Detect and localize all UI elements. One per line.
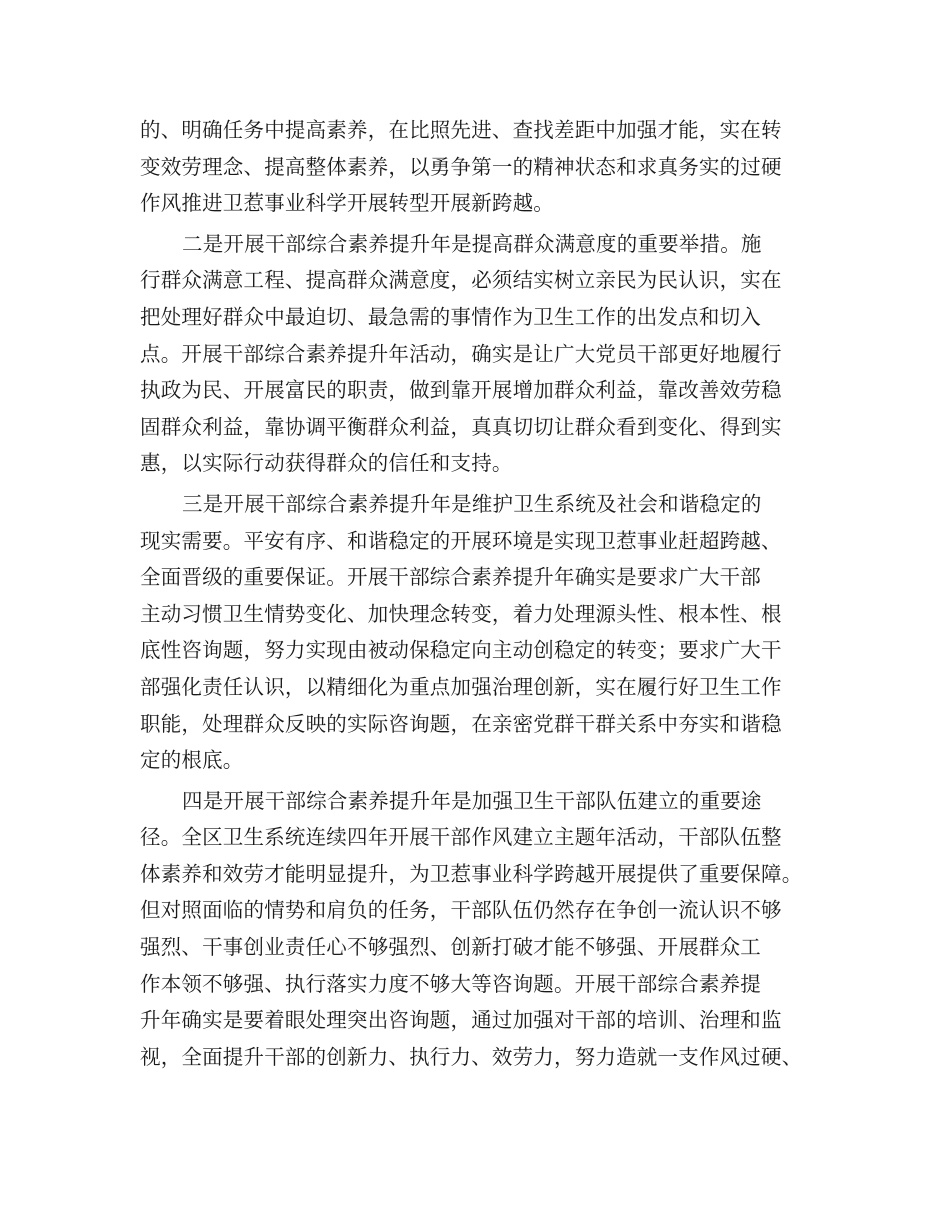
text-line: 体素养和效劳才能明显提升，为卫惹事业科学跨越开展提供了重要保障。 (140, 861, 803, 886)
text-line: 作本领不够强、执行落实力度不够大等咨询题。开展干部综合素养提 (140, 971, 761, 996)
text-line: 变效劳理念、提高整体素养，以勇争第一的精神状态和求真务实的过硬 (140, 154, 782, 179)
text-line: 部强化责任认识，以精细化为重点加强治理创新，实在履行好卫生工作 (140, 674, 782, 699)
text-line: 三是开展干部综合素养提升年是维护卫生系统及社会和谐稳定的 (182, 491, 762, 516)
paragraph-1 (140, 112, 816, 222)
text-line: 点。开展干部综合素养提升年活动，确实是让广大党员干部更好地履行 (140, 341, 782, 366)
paragraph-3 (140, 486, 816, 779)
text-line: 二是开展干部综合素养提升年是提高群众满意度的重要举措。施 (182, 231, 762, 256)
text-line: 固群众利益，靠协调平衡群众利益，真真切切让群众看到变化、得到实 (140, 414, 782, 439)
text-line: 执政为民、开展富民的职责，做到靠开展增加群众利益，靠改善效劳稳 (140, 378, 782, 403)
paragraph-4 (140, 783, 816, 1076)
text-line: 作风推进卫惹事业科学开展转型开展新跨越。 (140, 191, 554, 216)
text-line: 的、明确任务中提高素养，在比照先进、查找差距中加强才能，实在转 (140, 118, 782, 142)
text-line: 惠，以实际行动获得群众的信任和支持。 (140, 451, 513, 476)
text-line: 底性咨询题，努力实现由被动保稳定向主动创稳定的转变；要求广大干 (140, 638, 782, 663)
text-line: 但对照面临的情势和肩负的任务，干部队伍仍然存在争创一流认识不够 (140, 898, 782, 923)
text-line: 把处理好群众中最迫切、最急需的事情作为卫生工作的出发点和切入 (140, 304, 761, 329)
document-body (140, 112, 816, 1075)
text-line: 四是开展干部综合素养提升年是加强卫生干部队伍建立的重要途 (182, 788, 762, 813)
text-line: 升年确实是要着眼处理突出咨询题，通过加强对干部的培训、治理和监 (140, 1008, 782, 1033)
text-line: 行群众满意工程、提高群众满意度，必须结实树立亲民为民认识，实在 (140, 268, 782, 293)
text-line: 全面晋级的重要保证。开展干部综合素养提升年确实是要求广大干部 (140, 565, 761, 590)
paragraph-2 (140, 226, 816, 482)
text-line: 强烈、干事创业责任心不够强烈、创新打破才能不够强、开展群众工 (140, 935, 761, 960)
text-line: 径。全区卫生系统连续四年开展干部作风建立主题年活动，干部队伍整 (140, 825, 782, 850)
text-line: 职能，处理群众反映的实际咨询题，在亲密党群干群关系中夯实和谐稳 (140, 711, 782, 736)
text-line: 视，全面提升干部的创新力、执行力、效劳力，努力造就一支作风过硬、 (140, 1044, 803, 1069)
text-line: 现实需要。平安有序、和谐稳定的开展环境是实现卫惹事业赶超跨越、 (140, 528, 782, 553)
text-line: 主动习惯卫生情势变化、加快理念转变，着力处理源头性、根本性、根 (140, 601, 782, 626)
text-line: 定的根底。 (140, 748, 244, 773)
